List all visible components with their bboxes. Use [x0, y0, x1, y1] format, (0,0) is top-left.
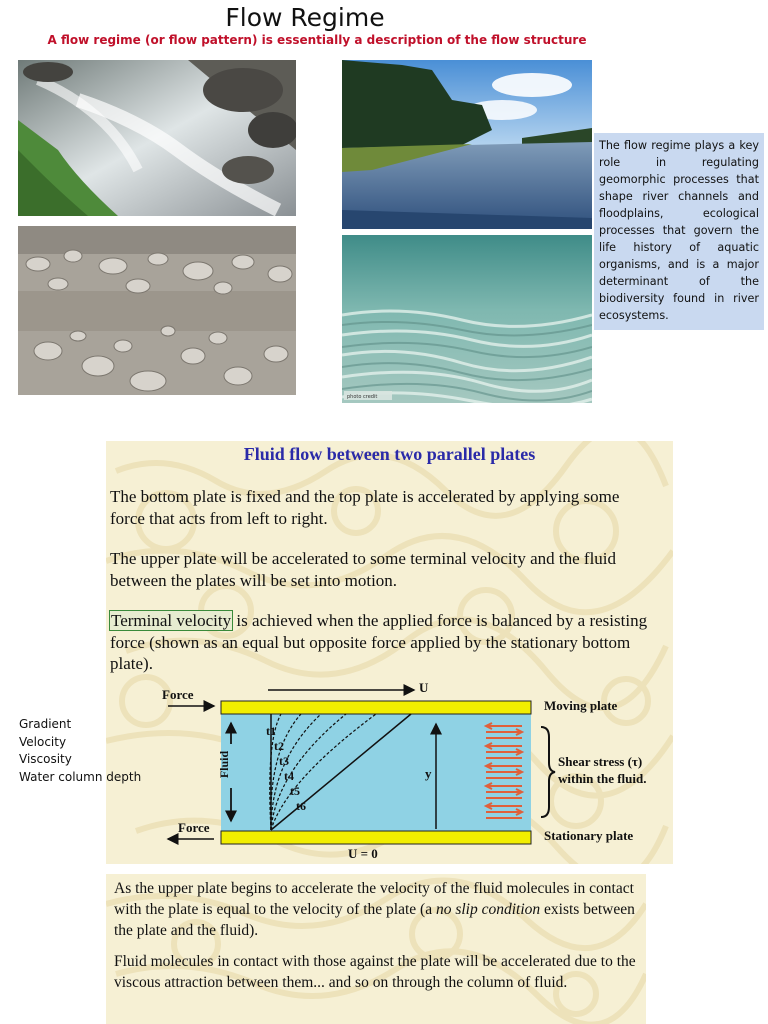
page-title: Flow Regime	[225, 3, 385, 32]
fluid-label: Fluid	[217, 750, 232, 779]
velocity-label-top: U	[419, 680, 429, 695]
lower-paragraph-1: As the upper plate begins to accelerate the velocity of the fluid molecules in contact with the plate is equal to the velocity of the plate (a no slip condition exists between the plate and the fluid).	[114, 880, 635, 939]
shear-brace	[541, 727, 555, 817]
y-label: y	[425, 766, 432, 781]
force-label-bottom: Force	[178, 820, 210, 835]
panel-paragraph-2: The upper plate will be accelerated to some terminal velocity and the fluid between the plates will be set into motion.	[110, 549, 617, 590]
parallel-plates-panel	[106, 441, 673, 864]
list-item: Gradient	[19, 717, 72, 731]
list-item: Water column depth	[19, 769, 142, 784]
list-item: Velocity	[19, 734, 67, 749]
underwater-photo	[342, 235, 592, 403]
rapids-photo	[18, 60, 296, 216]
shear-label-line2: within the fluid.	[558, 771, 647, 786]
force-label-top: Force	[162, 687, 194, 702]
t-label: t6	[296, 799, 306, 813]
page-subtitle: A flow regime (or flow pattern) is essentially a description of the flow structure	[47, 33, 587, 47]
lower-paragraph-2: Fluid molecules in contact with those against the plate will be accelerated due to the viscous attraction between them... and so on through the column of fluid.	[114, 953, 636, 991]
list-item: Viscosity	[19, 752, 72, 766]
panel-paragraph-3-rest: is achieved when the applied force is balanced by a resisting force (shown as an equal but opposite force applied by the stationary bottom plate).	[110, 611, 648, 673]
stationary-plate-label: Stationary plate	[544, 828, 634, 843]
velocity-label-bottom: U = 0	[348, 846, 378, 861]
t-label: t4	[284, 769, 294, 783]
t-label: t5	[290, 784, 300, 798]
terminal-velocity-highlight: Terminal velocity	[111, 611, 232, 630]
factors-list	[19, 716, 141, 786]
shear-label-line1: Shear stress (τ)	[558, 754, 643, 769]
photo-watermark: photo credit	[347, 394, 378, 400]
panel-paragraph-1: The bottom plate is fixed and the top plate is accelerated by applying some force that acts from left to right.	[110, 487, 620, 528]
lower-text-panel	[106, 874, 646, 1024]
moving-plate	[221, 701, 531, 714]
flow-regime-description: The flow regime plays a key role in regulating geomorphic processes that shape river channels and floodplains, ecological processes that govern the life history of aquatic organisms, and is a major determinant of the biodiversity found in river ecosystems.	[594, 133, 764, 330]
gravel-photo	[18, 226, 296, 395]
panel-title: Fluid flow between two parallel plates	[243, 444, 536, 464]
moving-plate-label: Moving plate	[544, 698, 618, 713]
stationary-plate	[221, 831, 531, 844]
t-label: t2	[274, 739, 284, 753]
t-label: t3	[279, 754, 289, 768]
t-label: t1	[266, 724, 276, 738]
parallel-plates-diagram	[106, 441, 673, 864]
river-photo	[342, 60, 592, 229]
no-slip-emphasis: no slip condition	[435, 901, 541, 918]
